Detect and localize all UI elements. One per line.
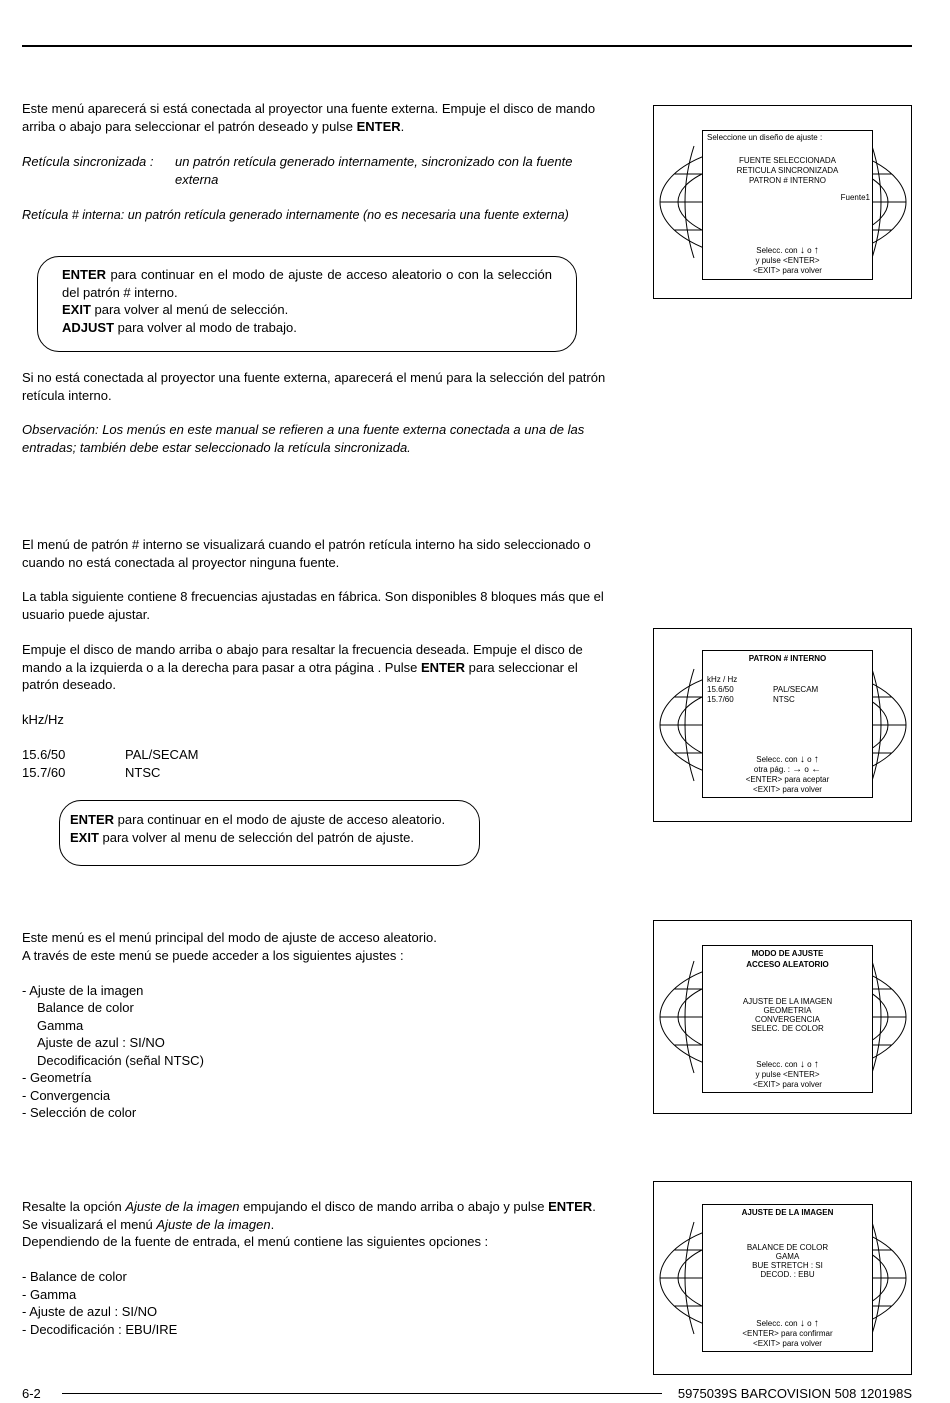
list-item: Gamma — [37, 1017, 84, 1033]
arrow-down-icon: ↓ — [799, 1058, 805, 1070]
list-item: - Ajuste de la imagen — [22, 982, 144, 998]
s3-text: Este menú es el menú principal del modo de ajuste de acceso aleatorio. A través de este menú se puede acceder a los siguientes ajustes : - Ajuste de la imagen Balance de color Gamma Ajuste de azul : SI/NO Decodificación (señal NTSC) - Geometría - Convergencia - Selección de color — [22, 929, 608, 1122]
page-number: 6-2 — [22, 1386, 41, 1401]
screen-header: Seleccione un diseño de ajuste : — [707, 133, 823, 142]
def1-term: Retícula sincronizada : — [22, 154, 154, 169]
s2-note-box: ENTER para continuar en el modo de ajuste de acceso aleatorio. EXIT para volver al menu de selección del patrón de ajuste. — [59, 800, 480, 866]
menu-option[interactable]: BALANCE DE COLOR — [746, 1243, 829, 1252]
s2-p3: Empuje el disco de mando arriba o abajo para resaltar la frecuencia deseada. Empuje el disco de mando a la izquierda o a la derecha para pasar a otra página . Pulse ENTER para seleccionar el patrón deseado. — [22, 642, 583, 692]
arrow-left-icon: ← — [811, 763, 822, 775]
menu-option[interactable]: FUENTE SELECCIONADA — [739, 156, 836, 165]
list-item: - Ajuste de azul : SI/NO — [22, 1304, 158, 1319]
screen-select-pattern: Seleccione un diseño de ajuste : FUENTE SELECCIONADA RETICULA SINCRONIZADA PATRON # INTERNO Fuente1 Selecc. con ↓ o ↑ y pulse <ENTER> <EXIT> para volver — [702, 130, 873, 280]
list-item: - Balance de color — [22, 1269, 127, 1284]
screen-internal-pattern: PATRON # INTERNO kHz / Hz 15.6/50 PAL/SECAM 15.7/60 NTSC Selecc. con ↓ o ↑ otra pág. : → o ← <ENTER> para aceptar <EXIT> para volver — [702, 650, 873, 798]
table-header: kHz / Hz — [707, 675, 738, 684]
screen-title: PATRON # INTERNO — [748, 654, 827, 663]
menu-option[interactable]: PATRON # INTERNO — [748, 176, 827, 185]
arrow-up-icon: ↑ — [813, 1058, 819, 1070]
screen-title: MODO DE AJUSTE — [751, 949, 824, 958]
screen-title: ACCESO ALEATORIO — [746, 960, 829, 969]
menu-option[interactable]: BUE STRETCH : SI — [752, 1261, 823, 1270]
list-item: - Geometría — [22, 1070, 92, 1085]
menu-option[interactable]: RETICULA SINCRONIZADA — [736, 166, 839, 175]
arrow-up-icon: ↑ — [813, 1317, 819, 1329]
menu-option[interactable]: AJUSTE DE LA IMAGEN — [742, 997, 833, 1006]
list-item: - Convergencia — [22, 1087, 111, 1103]
s1-para2: Si no está conectada al proyector una fuente externa, aparecerá el menú para la selección del patrón retícula interno. — [22, 370, 606, 403]
s4-text: Resalte la opción Ajuste de la imagen empujando el disco de mando arriba o abajo y pulse ENTER. Se visualizará el menú Ajuste de la imagen. Dependiendo de la fuente de entrada, el menú contiene las siguientes opciones : - Balance de color - Gamma - Ajuste de azul : SI/NO - Decodificación : EBU/IRE — [22, 1198, 612, 1338]
list-item: - Decodificación : EBU/IRE — [22, 1321, 178, 1337]
figure-random-access — [653, 920, 912, 1114]
arrow-right-icon: → — [792, 763, 803, 775]
s1-intro: Este menú aparecerá si está conectada al proyector una fuente externa. Empuje el disco de mando arriba o abajo para seleccionar el patrón deseado y pulse ENTER. — [22, 101, 596, 134]
figure-image-adjust — [653, 1181, 912, 1375]
s1-def1 — [22, 153, 608, 188]
table-row[interactable]: 15.7/60 NTSC — [707, 695, 795, 704]
s2-p2: La tabla siguiente contiene 8 frecuencias ajustadas en fábrica. Son disponibles 8 bloques más que el usuario puede ajustar. — [22, 589, 604, 622]
figure-select-pattern — [653, 105, 912, 299]
screen-image-adjust: AJUSTE DE LA IMAGEN BALANCE DE COLOR GAMA BUE STRETCH : SI DECOD. : EBU Selecc. con ↓ o ↑ <ENTER> para confirmar <EXIT> para volver — [702, 1204, 873, 1352]
list-item: Balance de color — [37, 1000, 134, 1015]
freq-table — [22, 746, 198, 781]
figure-internal-pattern — [653, 628, 912, 822]
list-item: - Gamma — [22, 1286, 77, 1302]
s1-observation: Observación: Los menús en este manual se refieren a una fuente externa conectada a una de las entradas; también debe estar seleccionado la retícula sincronizada. — [22, 422, 585, 455]
s1-def2: Retícula # interna: un patrón retícula generado internamente (no es necesaria una fuente externa) — [22, 208, 569, 222]
menu-option[interactable]: CONVERGENCIA — [755, 1015, 820, 1024]
arrow-down-icon: ↓ — [799, 244, 805, 256]
arrow-down-icon: ↓ — [799, 753, 805, 765]
menu-option[interactable]: GEOMETRIA — [763, 1006, 812, 1015]
list-item: Decodificación (señal NTSC) — [37, 1052, 204, 1068]
source-label: Fuente1 — [840, 193, 870, 202]
arrow-up-icon: ↑ — [813, 753, 819, 765]
menu-option[interactable]: DECOD. : EBU — [760, 1270, 815, 1279]
footer-reference: 5975039S BARCOVISION 508 120198S — [677, 1386, 912, 1401]
table-row: 15.6/50 PAL/SECAM — [22, 747, 199, 762]
s2-unit: kHz/Hz — [22, 712, 64, 727]
arrow-down-icon: ↓ — [799, 1317, 805, 1329]
menu-option[interactable]: GAMA — [775, 1252, 800, 1261]
header-rule — [22, 45, 912, 47]
table-row: 15.7/60 NTSC — [22, 764, 161, 780]
list-item: Ajuste de azul : SI/NO — [37, 1035, 165, 1050]
arrow-up-icon: ↑ — [813, 244, 819, 256]
list-item: - Selección de color — [22, 1105, 137, 1120]
s1-note-box: ENTER para continuar en el modo de ajuste de acceso aleatorio o con la selección del patrón # interno. EXIT para volver al menú de selección. ADJUST para volver al modo de trabajo. — [37, 256, 577, 352]
s2-p1: El menú de patrón # interno se visualizará cuando el patrón retícula interno ha sido seleccionado o cuando no está conectada al proyector ninguna fuente. — [22, 537, 591, 570]
screen-random-access: MODO DE AJUSTE ACCESO ALEATORIO AJUSTE DE LA IMAGEN GEOMETRIA CONVERGENCIA SELEC. DE COLOR Selecc. con ↓ o ↑ y pulse <ENTER> <EXIT> para volver — [702, 945, 873, 1093]
footer-rule — [62, 1393, 662, 1394]
table-row[interactable]: 15.6/50 PAL/SECAM — [707, 685, 819, 694]
screen-title: AJUSTE DE LA IMAGEN — [741, 1208, 834, 1217]
def1-text: un patrón retícula generado internamente, sincronizado con la fuente externa — [175, 154, 573, 187]
menu-option[interactable]: SELEC. DE COLOR — [751, 1024, 824, 1033]
